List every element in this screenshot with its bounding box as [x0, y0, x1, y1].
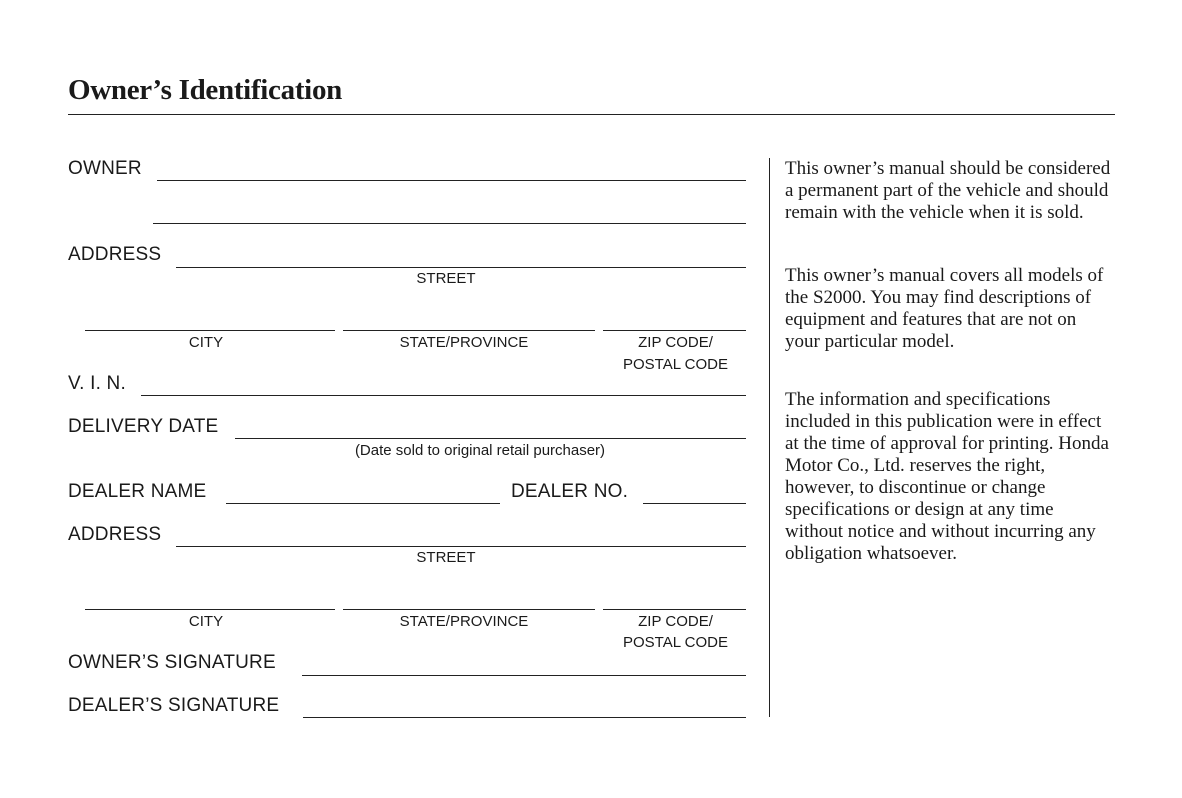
owner-field-line-2[interactable] [153, 223, 746, 224]
dealer-no-label: DEALER NO. [511, 481, 629, 502]
dealer-city-line[interactable] [85, 609, 335, 610]
owner-field-line-1[interactable] [157, 180, 746, 181]
zip-caption-line-1: ZIP CODE/ [638, 334, 713, 351]
dealer-street-caption: STREET [416, 549, 476, 566]
dealer-state-line[interactable] [343, 609, 595, 610]
dealer-zip-line[interactable] [603, 609, 746, 610]
dealer-signature-label: DEALER’S SIGNATURE [68, 695, 280, 716]
dealer-no-line[interactable] [643, 503, 746, 504]
page-title: Owner’s Identification [68, 74, 342, 106]
city-caption: CITY [188, 334, 224, 351]
column-divider [769, 158, 770, 717]
vin-field-line[interactable] [141, 395, 746, 396]
owner-signature-label: OWNER’S SIGNATURE [68, 652, 276, 673]
dealer-city-caption: CITY [188, 613, 224, 630]
dealer-zip-caption-line-2: POSTAL CODE [622, 634, 729, 651]
title-divider [68, 114, 1115, 115]
dealer-zip-caption-line-1: ZIP CODE/ [638, 613, 713, 630]
vin-label: V. I. N. [68, 373, 126, 394]
state-line[interactable] [343, 330, 595, 331]
dealer-state-caption: STATE/PROVINCE [399, 613, 529, 630]
owner-signature-line[interactable] [302, 675, 746, 676]
zip-line[interactable] [603, 330, 746, 331]
note-paragraph-3: The information and specifications included in this publication were in effect at the time of approval for printing. Honda Motor Co., Ltd. reserves the right, however, to discontinue or change specifications or design at any time without notice and without incurring any obligation whatsoever. [785, 389, 1109, 564]
dealer-address-label: ADDRESS [68, 524, 162, 545]
dealer-street-line[interactable] [176, 546, 746, 547]
address-street-line[interactable] [176, 267, 746, 268]
delivery-date-line[interactable] [235, 438, 746, 439]
dealer-name-label: DEALER NAME [68, 481, 207, 502]
address-label: ADDRESS [68, 244, 162, 265]
state-caption: STATE/PROVINCE [399, 334, 529, 351]
city-line[interactable] [85, 330, 335, 331]
dealer-name-line[interactable] [226, 503, 500, 504]
zip-caption-line-2: POSTAL CODE [622, 356, 729, 373]
delivery-date-label: DELIVERY DATE [68, 416, 219, 437]
note-paragraph-2: This owner’s manual covers all models of the S2000. You may find descriptions of equipment and features that are not on your particular model. [785, 265, 1104, 352]
street-caption: STREET [416, 270, 476, 287]
dealer-signature-line[interactable] [303, 717, 746, 718]
delivery-date-caption: (Date sold to original retail purchaser) [354, 442, 606, 459]
owner-label: OWNER [68, 158, 142, 179]
note-paragraph-1: This owner’s manual should be considered a permanent part of the vehicle and should remain with the vehicle when it is sold. [785, 158, 1111, 223]
